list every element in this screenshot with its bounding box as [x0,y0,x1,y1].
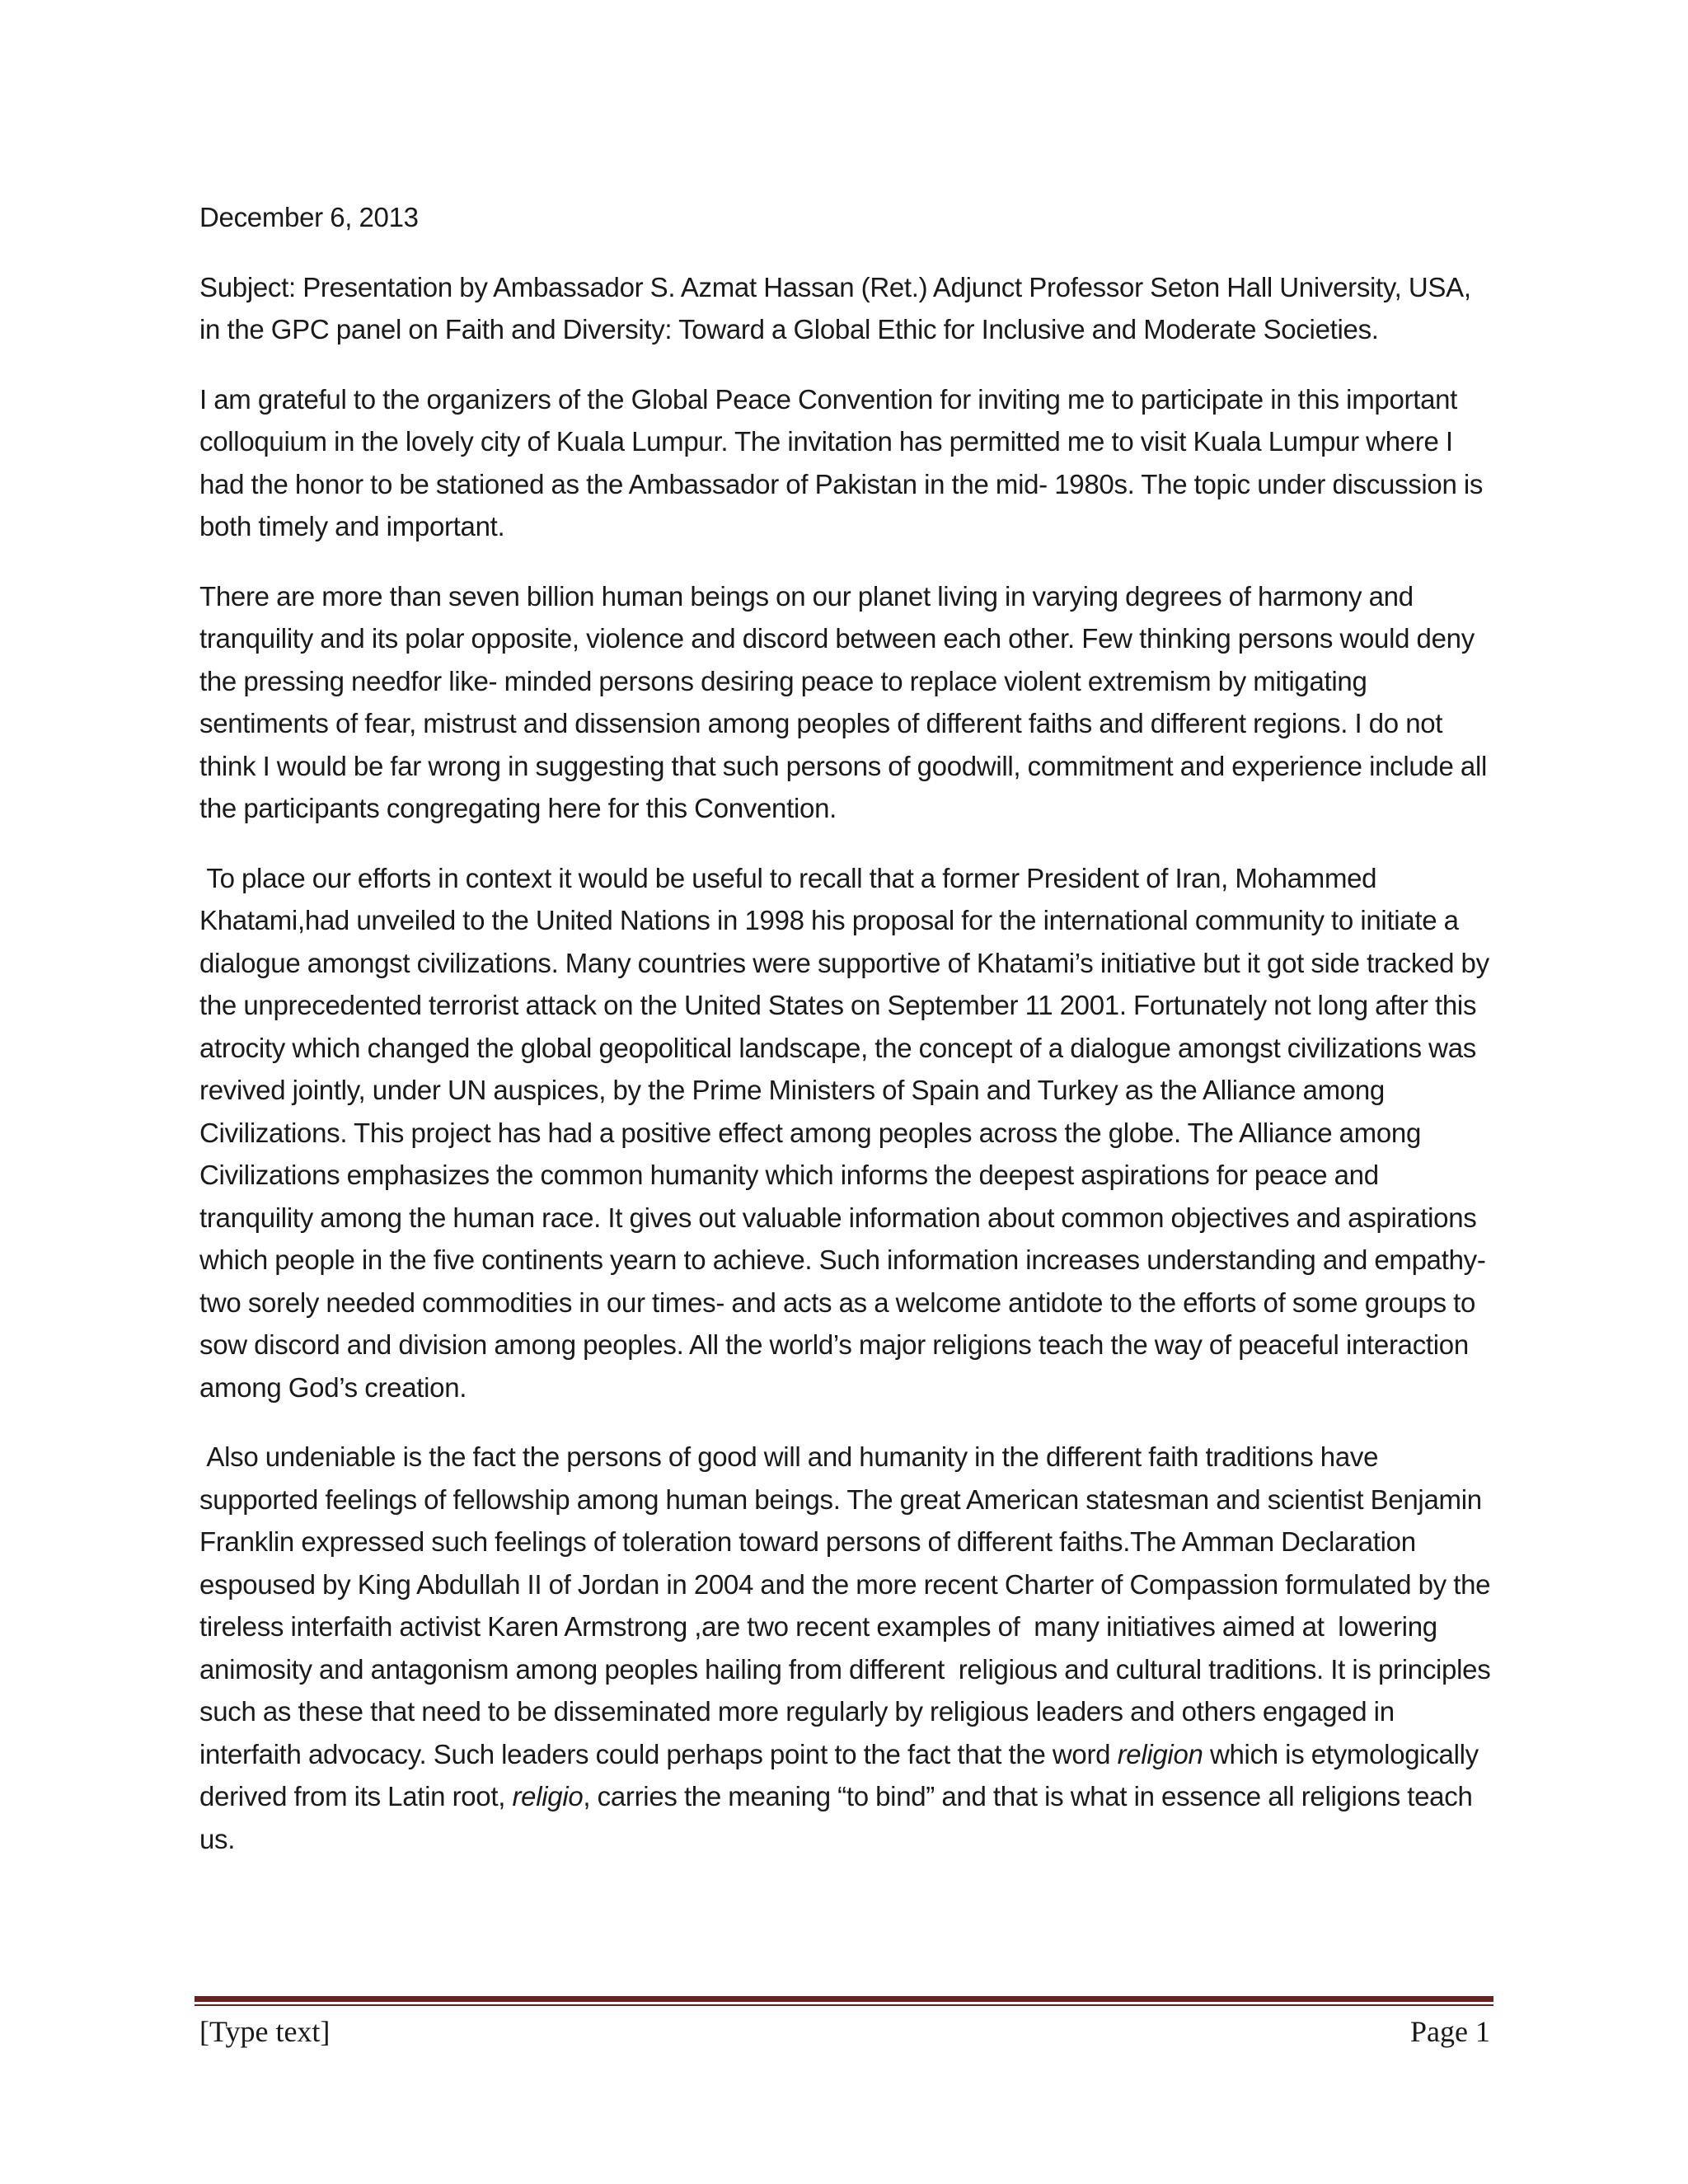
paragraph-4-text-c: , carries the meaning “to bind” and that is what in essence all religions teach us. [199,1781,1479,1854]
footer-page-number: Page 1 [1410,2015,1490,2048]
footer-placeholder-text[interactable]: [Type text] [199,2015,331,2048]
paragraph-4 [199,1436,1498,1860]
page-footer [199,2011,1493,2052]
footer-rule-thin [195,2004,1493,2006]
italic-word-religion: religion [1117,1738,1203,1769]
paragraph-4-text-a: Also undeniable is the fact the persons of good will and humanity in the different faith traditions have supported feelings of fellowship among human beings. The great American statesman and scientist Benjamin Franklin expressed such feelings of toleration toward persons of different faiths.The Amman Declaration espoused by King Abdullah II of Jordan in 2004 and the more recent Charter of Compassion formulated by the tireless interfaith activist Karen Armstrong ,are two recent examples of many initiatives aimed at lowering animosity and antagonism among peoples hailing from different religious and cultural traditions. It is principles such as these that need to be disseminated more regularly by religious leaders and others engaged in interfaith advocacy. Such leaders could perhaps point to the fact that the word [199,1441,1498,1769]
paragraph-1: I am grateful to the organizers of the Global Peace Convention for inviting me to participate in this important colloquium in the lovely city of Kuala Lumpur. The invitation has permitted me to visit Kuala Lumpur where I had the honor to be stationed as the Ambassador of Pakistan in the mid- 1980s. The topic under discussion is both timely and important. [199,383,1484,541]
footer-rule-thick [195,1996,1493,2002]
paragraph-3: To place our efforts in context it would be useful to recall that a former President of Iran, Mohammed Khatami,had unveiled to the United Nations in 1998 his proposal for the international community to initiate a dialogue amongst civilizations. Many countries were supportive of Khatami’s initiative but it got side tracked by the unprecedented terrorist attack on the United States on September 11 2001. Fortunately not long after this atrocity which changed the global geopolitical landscape, the concept of a dialogue amongst civilizations was revived jointly, under UN auspices, by the Prime Ministers of Spain and Turkey as the Alliance among Civilizations. This project has had a positive effect among peoples across the globe. The Alliance among Civilizations emphasizes the common humanity which informs the deepest aspirations for peace and tranquility among the human race. It gives out valuable information about common objectives and aspirations which people in the five continents yearn to achieve. Such information increases understanding and empathy- two sorely needed commodities in our times- and acts as a welcome antidote to the efforts of some groups to sow discord and division among peoples. All the world’s major religions teach the way of peaceful interaction among God’s creation. [199,862,1497,1403]
letter-subject: Subject: Presentation by Ambassador S. Azmat Hassan (Ret.) Adjunct Professor Seton Hall University, USA, in the GPC panel on Faith and Diversity: Toward a Global Ethic for Inclusive and Moderate Societies. [199,271,1471,344]
paragraph-4-text-b: which is etymologically derived from its Latin root, [199,1738,1486,1811]
italic-word-religio: religio [512,1781,584,1811]
letter-body [199,196,1498,1887]
paragraph-2: There are more than seven billion human beings on our planet living in varying degrees of harmony and tranquility and its polar opposite, violence and discord between each other. Few thinking persons would deny the pressing needfor like- minded persons desiring peace to replace violent extremism by mitigating sentiments of fear, mistrust and dissension among peoples of different faiths and different regions. I do not think I would be far wrong in suggesting that such persons of goodwill, commitment and experience include all the participants congregating here for this Convention. [199,580,1488,823]
letter-date: December 6, 2013 [199,202,419,232]
